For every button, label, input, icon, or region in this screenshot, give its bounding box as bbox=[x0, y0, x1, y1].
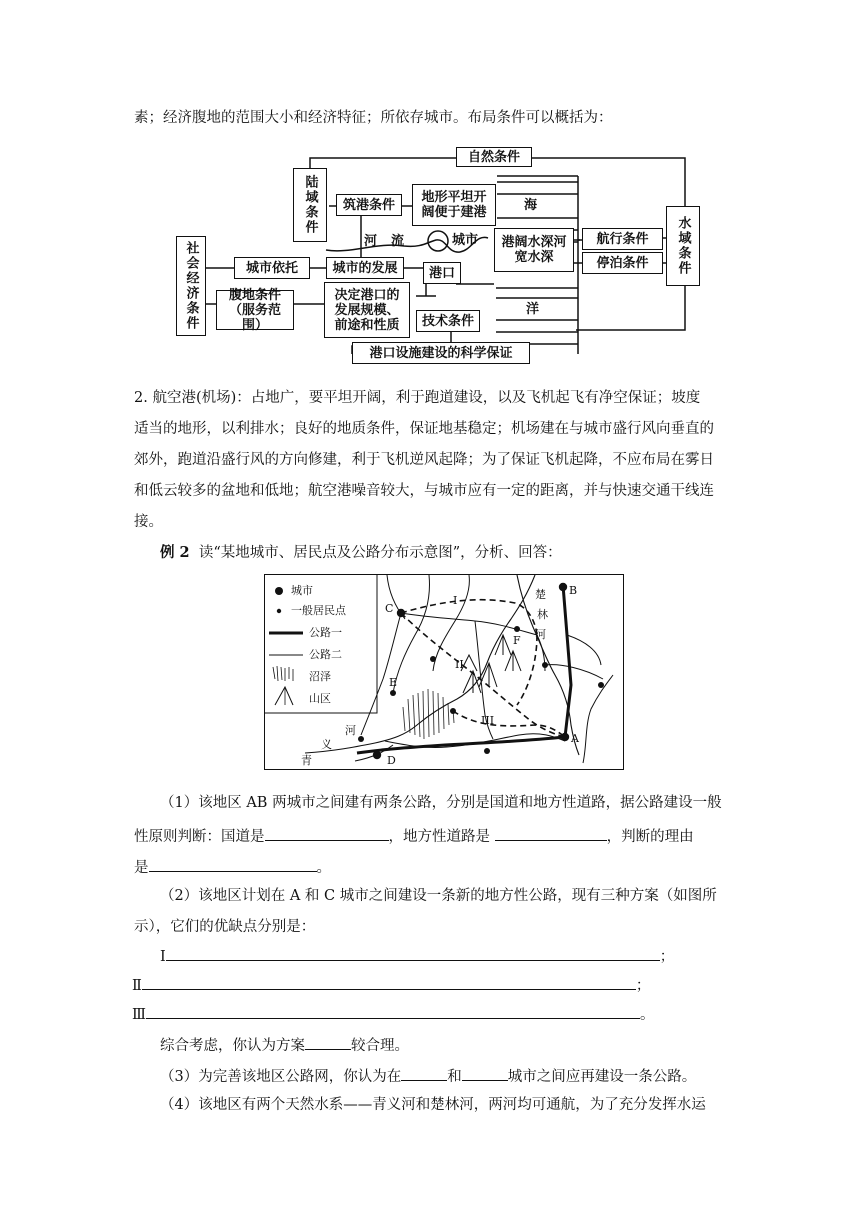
example-2 bbox=[160, 543, 562, 563]
answer-blank-city-2[interactable] bbox=[462, 1064, 508, 1081]
legend-settlement: 一般居民点 bbox=[291, 604, 346, 617]
route-ii: II bbox=[455, 658, 464, 671]
q3-line bbox=[160, 1064, 696, 1087]
legend-city: 城市 bbox=[291, 584, 313, 597]
q1-text-e: 。 bbox=[316, 860, 331, 876]
box-land: 陆域条件 bbox=[293, 168, 327, 242]
point-c: C bbox=[385, 602, 394, 615]
box-water: 水域条件 bbox=[666, 206, 700, 286]
river-west-3: 青 bbox=[301, 754, 312, 767]
q4-line: （4）该地区有两个天然水系——青义河和楚林河，两河均可通航，为了充分发挥水运 bbox=[160, 1097, 706, 1113]
option-2-end: ； bbox=[635, 978, 651, 994]
airport-line-2: 适当的地形，以利排水；良好的地质条件，保证地基稳定；机场建在与城市盛行风向垂直的 bbox=[134, 421, 714, 437]
box-depth: 港阔水深河宽水深 bbox=[494, 228, 574, 272]
river-east-2: 林 bbox=[537, 608, 548, 621]
box-society: 社会经济条件 bbox=[176, 236, 206, 336]
label-ocean: 洋 bbox=[526, 302, 540, 317]
answer-blank-national-road[interactable] bbox=[265, 824, 389, 841]
q3-text-a: （3）为完善该地区公路网，你认为在 bbox=[160, 1069, 402, 1085]
intro-line: 素；经济腹地的范围大小和经济特征；所依存城市。布局条件可以概括为： bbox=[134, 110, 613, 126]
q1-text-a: 性原则判断：国道是 bbox=[134, 829, 265, 845]
answer-blank-option-2[interactable] bbox=[142, 973, 636, 990]
q2-line-1: （2）该地区计划在 A 和 C 城市之间建设一条新的地方性公路，现有三种方案（如图所 bbox=[160, 888, 717, 904]
q1-text-d: 是 bbox=[134, 860, 149, 876]
q1-line-3 bbox=[134, 855, 331, 878]
box-hinterland: 腹地条件（服务范围） bbox=[216, 290, 294, 330]
point-a: A bbox=[571, 732, 579, 745]
box-science: 港口设施建设的科学保证 bbox=[352, 342, 530, 364]
q2-line-conclusion bbox=[160, 1033, 409, 1056]
option-3-label: Ⅲ bbox=[132, 1007, 146, 1023]
box-port: 港口 bbox=[423, 262, 461, 284]
answer-blank-option-3[interactable] bbox=[146, 1002, 640, 1019]
box-terrain: 地形平坦开阔便于建港 bbox=[412, 184, 496, 226]
q2-line-2: 示），它们的优缺点分别是： bbox=[134, 919, 316, 935]
option-1-end: ； bbox=[659, 949, 675, 965]
river-east-3: 河 bbox=[535, 628, 546, 641]
box-decide: 决定港口的发展规模、前途和性质 bbox=[324, 282, 410, 338]
q2-text-b: 较合理。 bbox=[351, 1038, 409, 1054]
point-d: D bbox=[387, 754, 396, 767]
q3-text-b: 和 bbox=[447, 1069, 462, 1085]
q2-text-a: 综合考虑，你认为方案 bbox=[160, 1038, 305, 1054]
q1-text-b: ，地方性道路是 bbox=[388, 829, 490, 845]
road-map bbox=[264, 574, 624, 770]
q2-option-3 bbox=[132, 1002, 654, 1025]
q1-line-2 bbox=[134, 824, 694, 847]
answer-blank-local-road[interactable] bbox=[495, 824, 607, 841]
airport-line-5: 接。 bbox=[134, 514, 163, 530]
label-river: 河 bbox=[364, 234, 378, 249]
box-nature: 自然条件 bbox=[456, 147, 532, 167]
point-f: F bbox=[513, 634, 521, 647]
airport-line-1: 2. 航空港(机场)：占地广，要平坦开阔，利于跑道建设，以及飞机起飞有净空保证；坡度 bbox=[134, 390, 701, 406]
legend-highway-2: 公路二 bbox=[309, 648, 342, 661]
q1-text-c: ，判断的理由 bbox=[606, 829, 694, 845]
route-iii: III bbox=[481, 714, 495, 727]
label-flow: 流 bbox=[391, 234, 405, 249]
box-tech: 技术条件 bbox=[416, 310, 480, 332]
q1-line-1: （1）该地区 AB 两城市之间建有两条公路，分别是国道和地方性道路，据公路建设一般 bbox=[160, 795, 722, 811]
example-label: 例 2 bbox=[160, 544, 190, 561]
answer-blank-city-1[interactable] bbox=[401, 1064, 447, 1081]
box-port-build: 筑港条件 bbox=[336, 194, 402, 216]
river-west-2: 义 bbox=[321, 738, 332, 751]
q3-text-c: 城市之间应再建设一条公路。 bbox=[507, 1069, 697, 1085]
box-city-dev: 城市的发展 bbox=[326, 257, 404, 279]
legend-highway-1: 公路一 bbox=[309, 626, 342, 639]
option-1-label: Ⅰ bbox=[160, 949, 166, 965]
point-e: E bbox=[389, 676, 398, 689]
box-navigation: 航行条件 bbox=[582, 228, 663, 250]
river-west-1: 河 bbox=[345, 724, 356, 737]
option-3-end: 。 bbox=[639, 1007, 655, 1023]
legend-mountain: 山区 bbox=[309, 692, 331, 705]
river-east-1: 楚 bbox=[535, 588, 546, 601]
example-text: 读“某地城市、居民点及公路分布示意图”，分析、回答： bbox=[198, 545, 562, 561]
q2-option-2 bbox=[132, 973, 650, 996]
option-2-label: Ⅱ bbox=[132, 978, 142, 994]
label-sea: 海 bbox=[524, 198, 538, 213]
airport-line-4: 和低云较多的盆地和低地；航空港噪音较大，与城市应有一定的距离，并与快速交通干线连 bbox=[134, 483, 714, 499]
q2-option-1 bbox=[160, 944, 674, 967]
airport-line-3: 郊外，跑道沿盛行风的方向修建，利于飞机逆风起降；为了保证飞机起降，不应布局在雾日 bbox=[134, 452, 714, 468]
answer-blank-option-1[interactable] bbox=[166, 944, 660, 961]
answer-blank-best-option[interactable] bbox=[305, 1033, 351, 1050]
point-b: B bbox=[569, 584, 578, 597]
box-berthing: 停泊条件 bbox=[582, 252, 663, 274]
box-city-support: 城市依托 bbox=[234, 257, 310, 279]
answer-blank-reason[interactable] bbox=[149, 855, 317, 872]
route-i: I bbox=[453, 594, 458, 607]
label-city: 城市 bbox=[452, 233, 479, 248]
port-conditions-diagram bbox=[176, 146, 692, 374]
legend-marsh: 沼泽 bbox=[309, 670, 331, 683]
